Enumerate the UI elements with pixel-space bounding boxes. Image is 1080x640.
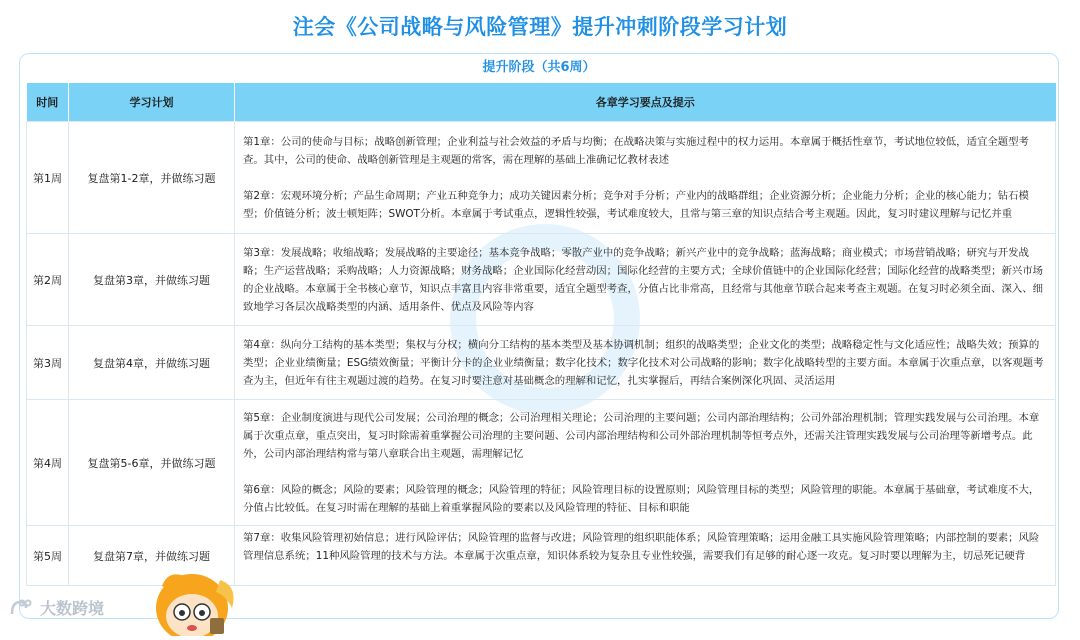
chapter-paragraph: 第7章：收集风险管理初始信息；进行风险评估；风险管理的监督与改进；风险管理的组织职能体系；风险管理策略；运用金融工具实施风险管理策略；内部控制的要素；风险管理信息系统；11种风险管理的技术与方法。本章属于次重点章，知识体系较为复杂且专业性较强，需要我们有足够的耐心逐一攻克。复习时要以理解为主，切忌死记硬背 [243, 532, 1040, 562]
week-cell: 第4周 [27, 400, 69, 526]
chapter-paragraph: 第1章：公司的使命与目标；战略创新管理；企业利益与社会效益的矛盾与均衡；在战略决策与实施过程中的权力运用。本章属于概括性章节，考试地位较低，适宜全题型考查。其中，公司的使命、战略创新管理是主观题的常客，需在理解的基础上准确记忆教材表述 [243, 135, 1029, 166]
plan-cell: 复盘第7章，并做练习题 [69, 526, 235, 586]
plan-cell: 复盘第4章，并做练习题 [69, 326, 235, 400]
points-cell [235, 122, 1056, 234]
chapter-paragraph: 第4章：纵向分工结构的基本类型；集权与分权；横向分工结构的基本类型及基本协调机制；组织的战略类型；企业文化的类型；战略稳定性与文化适应性；战略失效；预算的类型；企业业绩衡量；ESG绩效衡量；平衡计分卡的企业业绩衡量；数字化技术；数字化技术对公司战略的影响；数字化战略转型的主要方面。本章属于次重点章，以客观题考查为主，但近年有往主观题过渡的趋势。在复习时要注意对基础概念的理解和记忆，扎实掌握后，再结合案例深化巩固、灵活运用 [243, 338, 1044, 387]
table-row [27, 400, 1056, 526]
brand-logo [10, 595, 104, 619]
points-cell [235, 326, 1056, 400]
plan-cell: 复盘第3章，并做练习题 [69, 234, 235, 326]
chapter-paragraph: 第3章：发展战略；收缩战略；发展战略的主要途径；基本竞争战略；零散产业中的竞争战略；新兴产业中的竞争战略；蓝海战略；商业模式；市场营销战略；研究与开发战略；生产运营战略；采购战略；人力资源战略；财务战略；企业国际化经营动因；国际化经营的主要方式；全球价值链中的企业国际化经营；国际化经营的战略类型；新兴市场的企业战略。本章属于全书核心章节，知识点丰富且内容非常重要，适宜全题型考查，分值占比非常高，且经常与其他章节联合起来考查主观题。在复习时必须全面、深入、细致地学习各层次战略类型的内涵、适用条件、优点及风险等内容 [243, 246, 1044, 313]
table-header-row [27, 83, 1056, 122]
chapter-paragraph: 第5章：企业制度演进与现代公司发展；公司治理的概念；公司治理相关理论；公司治理的主要问题；公司内部治理结构；公司外部治理机制；管理实践发展与公司治理。本章属于次重点章，重点突出，复习时除需着重掌握公司治理的主要问题、公司内部治理结构和公司外部治理机制等恒考点外，还需关注管理实践发展与公司治理等新增考点。此外，公司内部治理结构常与第八章联合出主观题，需理解记忆 [243, 411, 1040, 460]
plan-card [19, 53, 1059, 619]
points-cell [235, 400, 1056, 526]
points-cell [235, 526, 1056, 586]
table-row [27, 234, 1056, 326]
table-row [27, 326, 1056, 400]
plan-cell: 复盘第5-6章，并做练习题 [69, 400, 235, 526]
header-points: 各章学习要点及提示 [235, 83, 1056, 122]
mascot-icon [140, 566, 244, 636]
plan-table [26, 83, 1056, 586]
header-time: 时间 [27, 83, 69, 122]
table-row [27, 122, 1056, 234]
plan-cell: 复盘第1-2章，并做练习题 [69, 122, 235, 234]
brand-logo-icon [10, 598, 34, 616]
week-cell: 第1周 [27, 122, 69, 234]
brand-name: 大数跨境 [40, 598, 105, 618]
week-cell: 第5周 [27, 526, 69, 586]
header-plan: 学习计划 [69, 83, 235, 122]
chapter-paragraph: 第2章：宏观环境分析；产品生命周期；产业五种竞争力；成功关键因素分析；竞争对手分析；产业内的战略群组；企业资源分析；企业能力分析；企业的核心能力；钻石模型；价值链分析；波士顿矩阵；SWOT分析。本章属于考试重点，逻辑性较强，考试难度较大，且常与第三章的知识点结合考主观题。因此，复习时建议理解与记忆并重 [243, 189, 1029, 220]
stage-label: 提升阶段（共6周） [482, 60, 596, 75]
points-cell [235, 234, 1056, 326]
week-cell: 第2周 [27, 234, 69, 326]
week-cell: 第3周 [27, 326, 69, 400]
page-title: 注会《公司战略与风险管理》提升冲刺阶段学习计划 [292, 15, 788, 39]
chapter-paragraph: 第6章：风险的概念；风险的要素；风险管理的概念；风险管理的特征；风险管理目标的设置原则；风险管理目标的类型；风险管理的职能。本章属于基础章，考试难度不大，分值占比较低。在复习时需在理解的基础上着重掌握风险的要素以及风险管理的特征、目标和职能 [243, 483, 1040, 514]
